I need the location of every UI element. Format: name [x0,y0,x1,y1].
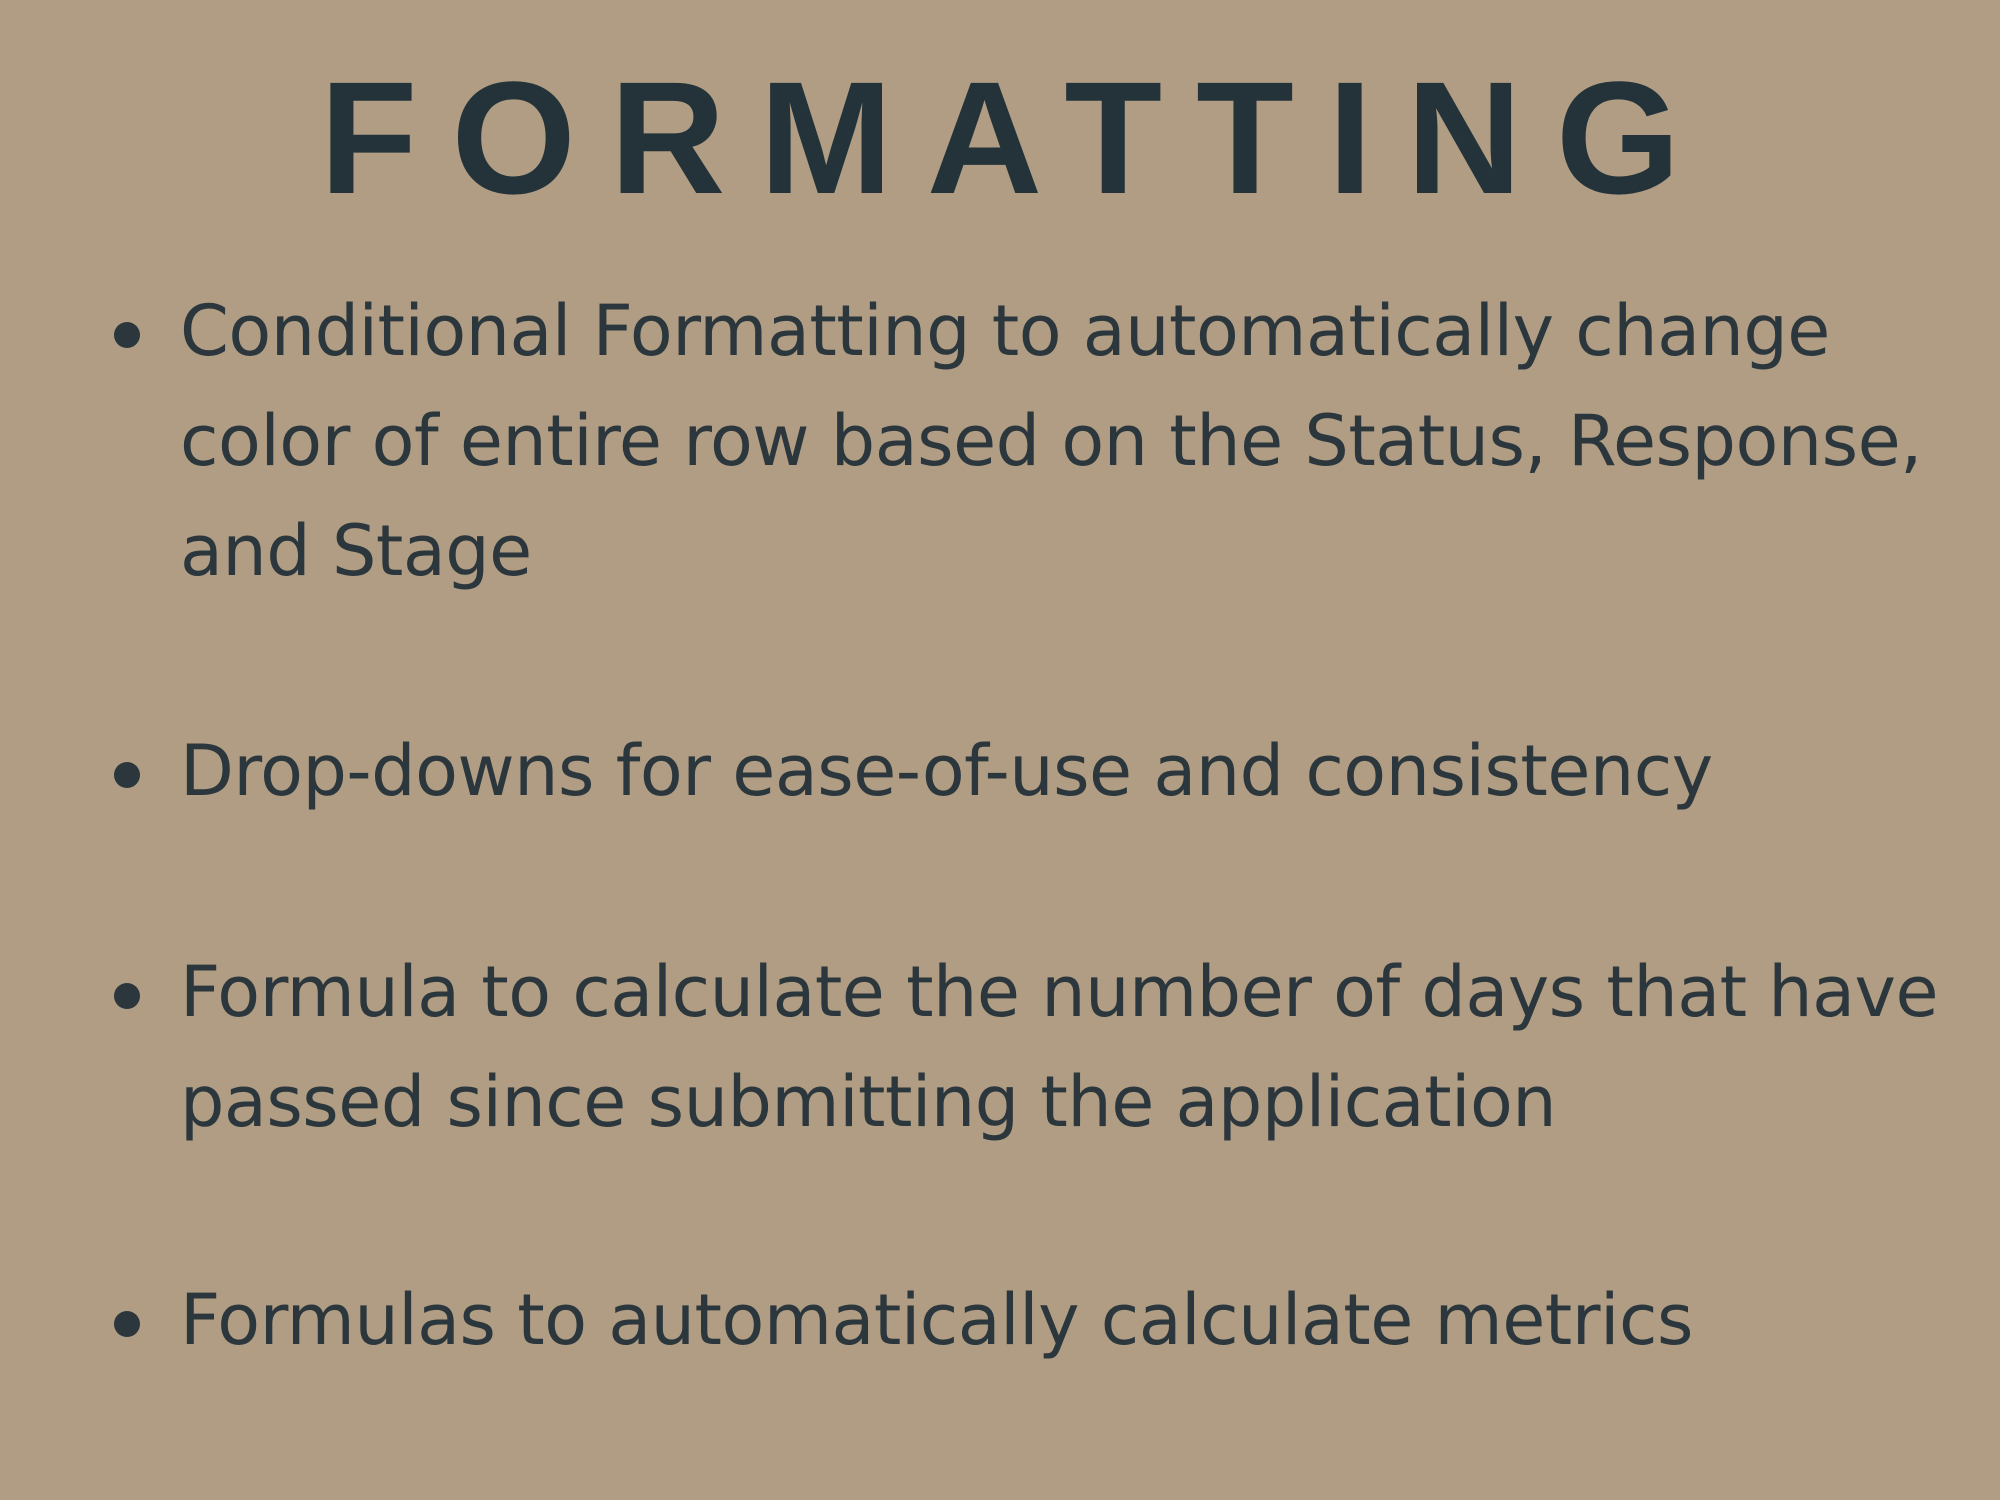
bullet-dot-icon [114,762,140,788]
bullet-item-drop-downs [180,716,1980,826]
bullet-text-line: color of entire row based on the Status, Response, [180,400,1922,482]
slide-title: FORMATTING [319,48,1715,227]
bullet-text-line: Conditional Formatting to automatically change [180,290,1830,372]
bullet-dot-icon [114,322,140,348]
bullet-text-line: passed since submitting the application [180,1061,1557,1143]
bullet-item-metrics-formulas [180,1265,1980,1375]
bullet-dot-icon [114,983,140,1009]
bullet-text-line: and Stage [180,510,532,592]
bullet-text-line: Drop-downs for ease-of-use and consistency [180,730,1713,812]
bullet-dot-icon [114,1311,140,1337]
bullet-text-line: Formulas to automatically calculate metrics [180,1279,1693,1361]
bullet-text-line: Formula to calculate the number of days that have [180,951,1939,1033]
bullet-item-conditional-formatting [180,276,1980,606]
bullet-item-days-formula [180,937,1980,1157]
